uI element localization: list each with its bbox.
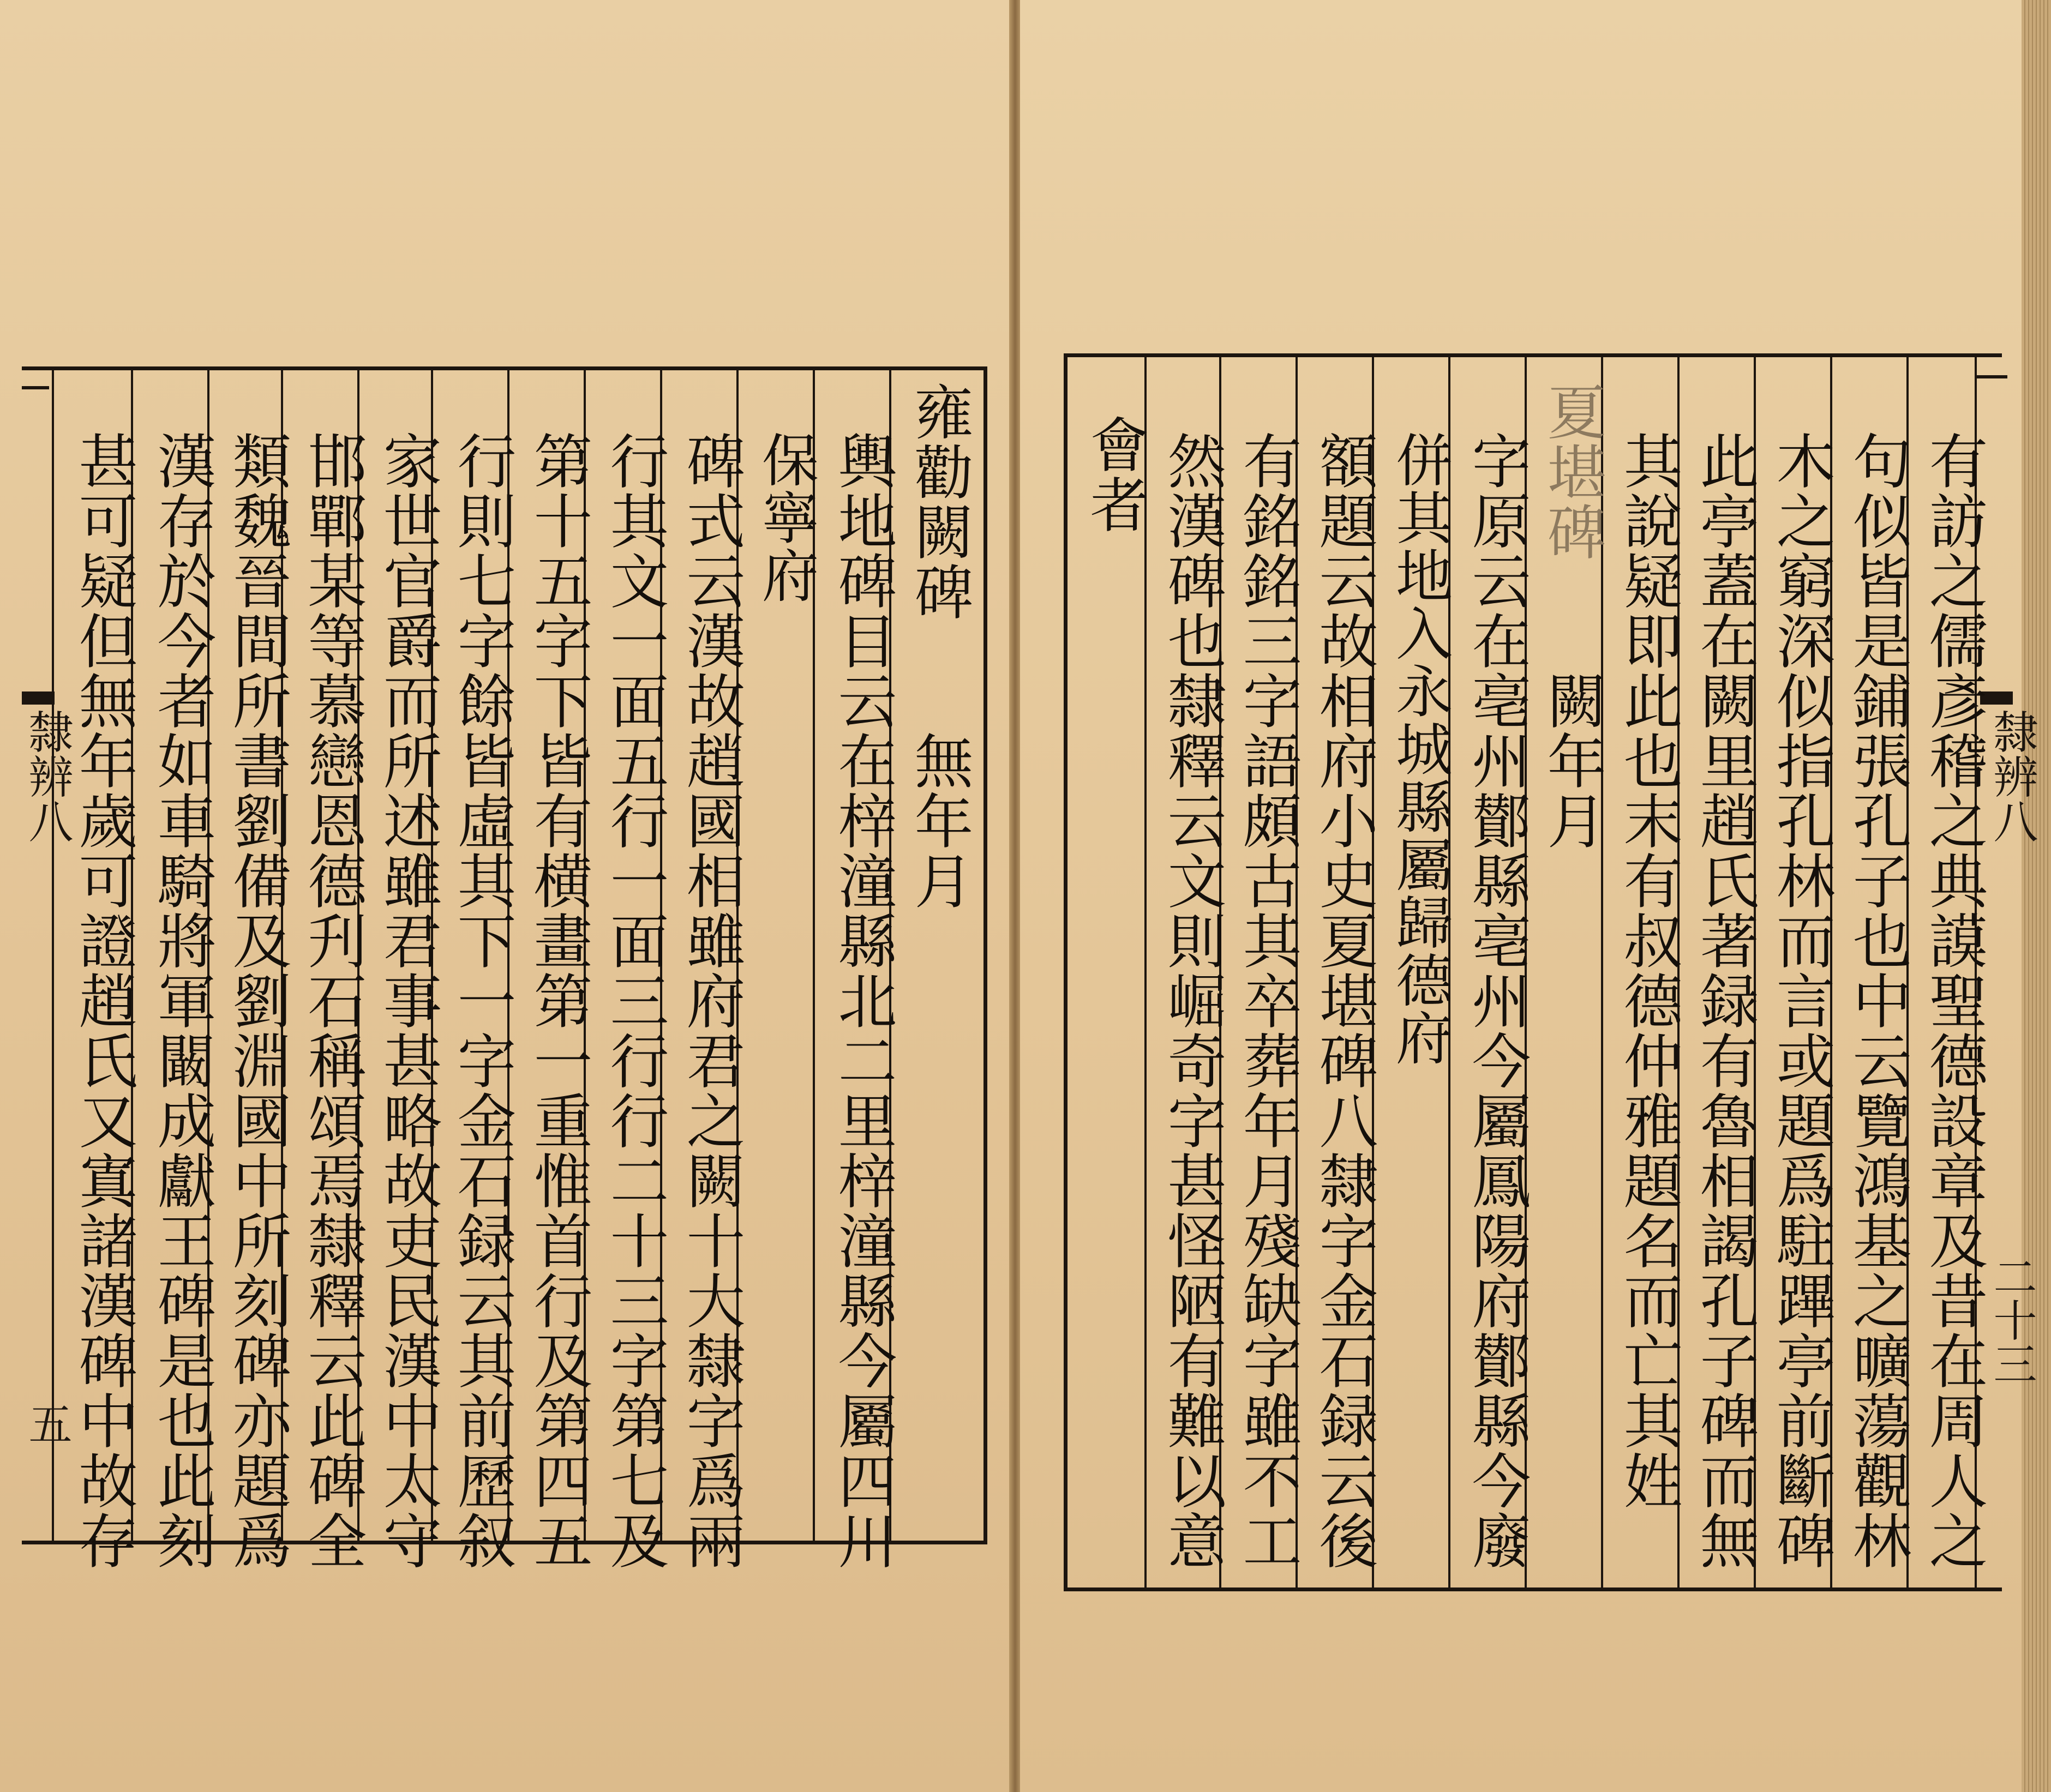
book-gutter: [1009, 0, 1021, 1792]
text-column-7: 字原云在亳州鄼縣亳州今屬鳳陽府鄼縣今廢: [1462, 431, 1530, 1571]
text-column-10: 有銘銘三字語頗古其卒葬年月殘缺字雖不工: [1233, 431, 1301, 1571]
column-rule: [1144, 353, 1147, 1591]
folio-number: 二十三: [1986, 1254, 2037, 1385]
text-column-8: 併其地入永城縣屬歸德府: [1386, 431, 1453, 1067]
text-column-8: 家世官爵而所述雖君事甚略故吏民漢中太守: [373, 431, 441, 1571]
left-frame-top-rule: [22, 386, 49, 389]
text-column-6: 第十五字下皆有横畫第一重惟首行及第四五: [524, 431, 592, 1571]
text-column-2: 句似皆是鋪張孔子也中云覽鴻基之曠蕩觀林: [1843, 431, 1911, 1571]
text-column-11: 漢存於今者如車騎將軍闞成獻王碑是也此刻: [147, 431, 215, 1571]
date-note: 無年月: [904, 731, 973, 911]
page-edges: [2022, 0, 2051, 1792]
date-note: 闕年月: [1537, 671, 1605, 851]
text-column-1: 有訪之儒彥稽之典謨聖德設章及昔在周人之: [1919, 431, 1987, 1571]
fish-tail-mark: [22, 691, 55, 705]
text-column-5: 行其文一面五行一面三行行二十三字第七及: [600, 431, 668, 1571]
folio-number: 五: [21, 1402, 72, 1445]
text-column-12: 會者: [1080, 414, 1148, 534]
text-column-10: 類魏晉間所書劉備及劉淵國中所刻碑亦題爲: [223, 431, 291, 1571]
text-column-9: 邯鄲某等慕戀恩德刋石稱頌焉隸釋云此碑全: [298, 431, 366, 1571]
margin-title: 隸辨八: [1986, 709, 2038, 843]
text-column-7: 行則七字餘皆虛其下一字金石録云其前歷叙: [447, 431, 515, 1571]
text-column-9: 額題云故相府小史夏堪碑八隸字金石録云後: [1309, 431, 1377, 1571]
text-column-2: 輿地碑目云在梓潼縣北二里梓潼縣今屬四川: [828, 431, 896, 1571]
text-column-3: 木之窮深似指孔林而言或題爲駐蹕亭前斷碑: [1766, 431, 1834, 1571]
text-column-1: 雍勸闕碑: [904, 382, 973, 622]
stele-heading: 夏堪碑: [1537, 382, 1605, 562]
text-column-4: 此亭蓋在闕里趙氏著録有魯相謁孔子碑而無: [1690, 431, 1758, 1571]
text-column-11: 然漢碑也隸釋云文則崛奇字甚怪陋有難以意: [1158, 431, 1226, 1571]
margin-title: 隸辨八: [21, 709, 73, 843]
text-column-4: 碑式云漢故趙國相雖府君之闕十大隸字爲兩: [676, 431, 745, 1571]
right-frame-top-rule: [1975, 375, 2007, 378]
text-column-5: 其說疑即此也末有叔德仲雅題名而亡其姓: [1614, 431, 1682, 1511]
text-column-3: 保寧府: [752, 431, 819, 604]
text-column-12: 甚可疑但無年歲可證趙氏又寘諸漢碑中故存: [69, 431, 137, 1571]
column-rule: [52, 366, 54, 1544]
